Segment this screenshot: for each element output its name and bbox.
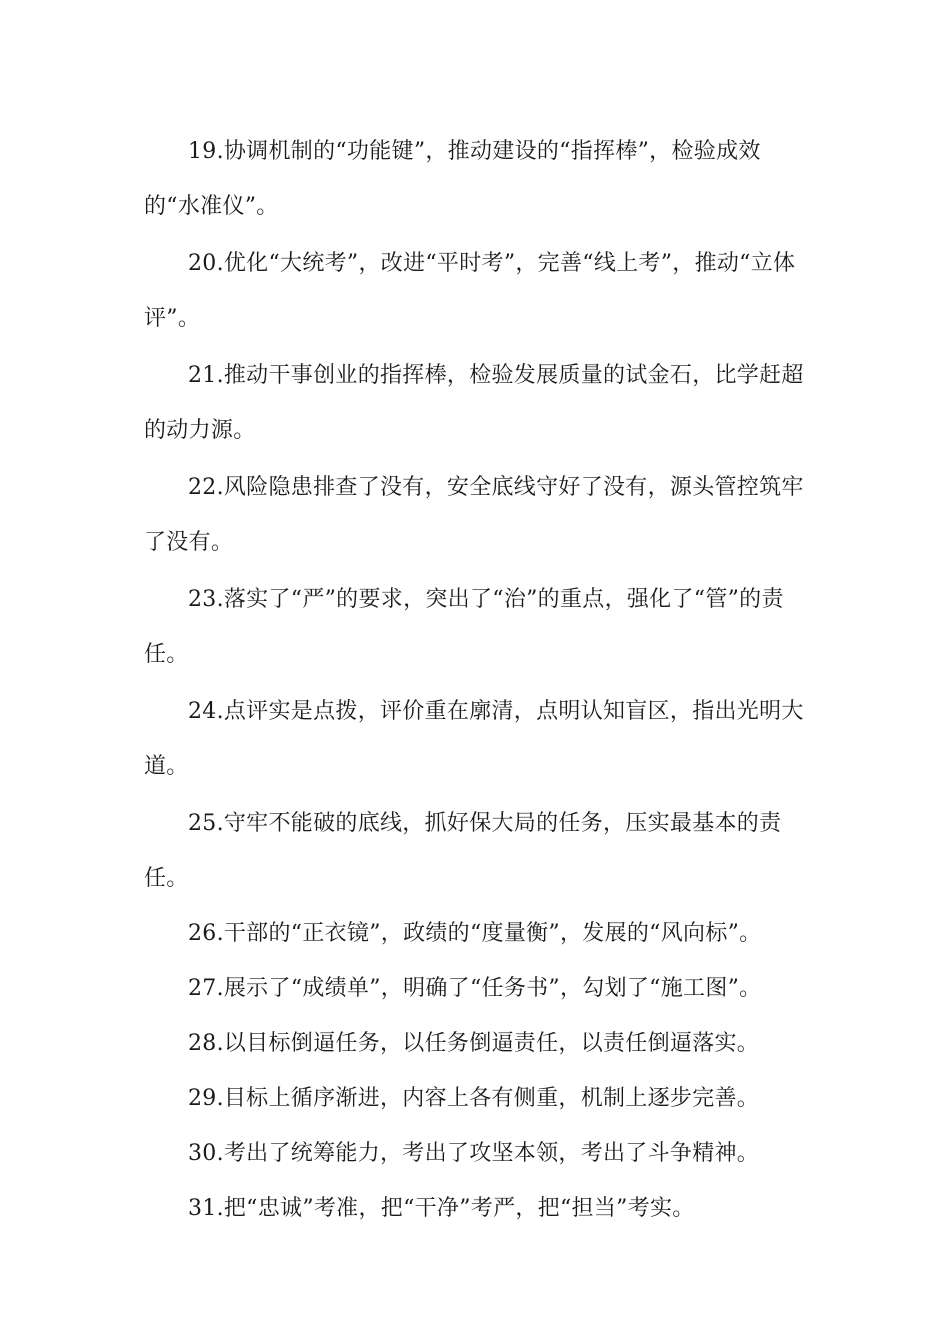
paragraph-26: 26.干部的“正衣镜”，政绩的“度量衡”，发展的“风向标”。 bbox=[188, 921, 762, 946]
paragraph-28: 28.以目标倒逼任务，以任务倒逼责任，以责任倒逼落实。 bbox=[188, 1031, 760, 1056]
paragraph-27: 27.展示了“成绩单”，明确了“任务书”，勾划了“施工图”。 bbox=[188, 976, 762, 1001]
paragraph-24: 24.点评实是点拨，评价重在廓清，点明认知盲区，指出光明大道。 bbox=[144, 699, 804, 779]
paragraph-19: 19.协调机制的“功能键”，推动建设的“指挥棒”，检验成效的“水准仪”。 bbox=[144, 139, 761, 219]
paragraph-20: 20.优化“大统考”，改进“平时考”，完善“线上考”，推动“立体评”。 bbox=[144, 251, 796, 331]
paragraph-23: 23.落实了“严”的要求，突出了“治”的重点，强化了“管”的责任。 bbox=[144, 587, 784, 667]
paragraph-21: 21.推动干事创业的指挥棒，检验发展质量的试金石，比学赶超的动力源。 bbox=[144, 363, 804, 443]
paragraph-29: 29.目标上循序渐进，内容上各有侧重，机制上逐步完善。 bbox=[188, 1086, 760, 1111]
paragraph-30: 30.考出了统筹能力，考出了攻坚本领，考出了斗争精神。 bbox=[188, 1141, 760, 1166]
paragraph-22: 22.风险隐患排查了没有，安全底线守好了没有，源头管控筑牢了没有。 bbox=[144, 475, 804, 555]
document-body bbox=[144, 124, 816, 1236]
paragraph-31: 31.把“忠诚”考准，把“干净”考严，把“担当”考实。 bbox=[188, 1196, 695, 1221]
paragraph-25: 25.守牢不能破的底线，抓好保大局的任务，压实最基本的责任。 bbox=[144, 811, 782, 891]
